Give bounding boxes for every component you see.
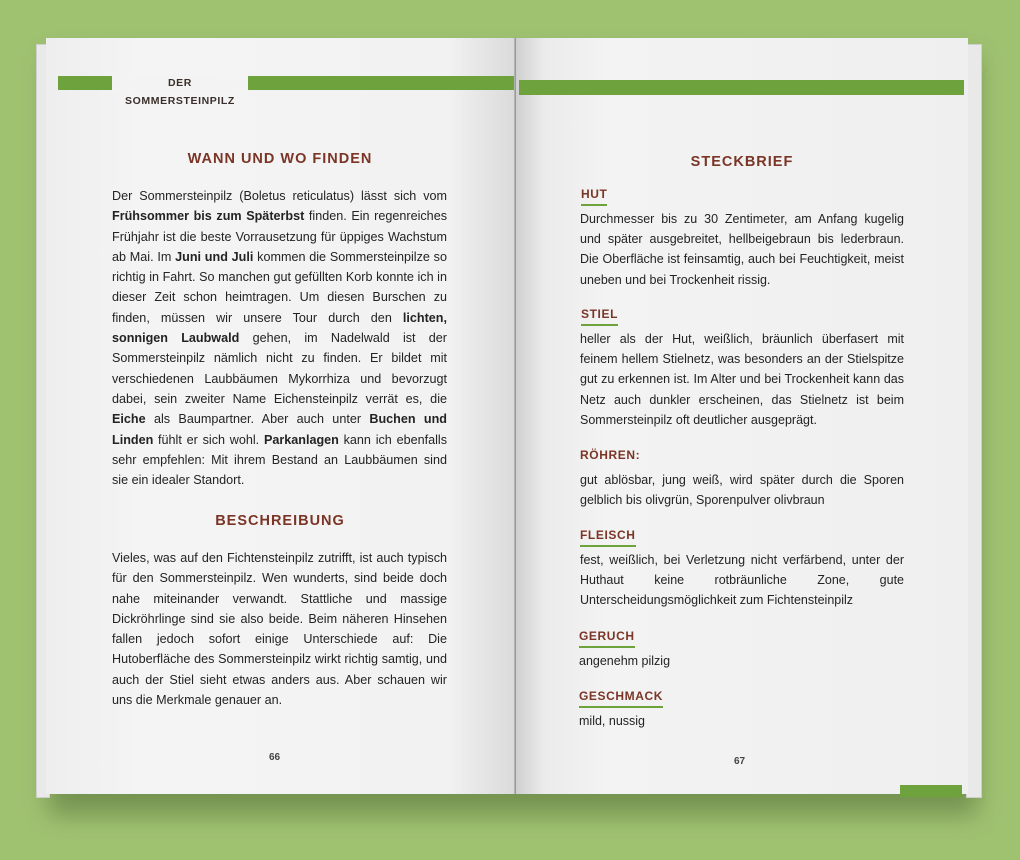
entry-label-fleisch: FLEISCH [580,528,636,547]
entry-label-geruch: GERUCH [579,629,635,648]
emphasis-text: Buchen und Linden [112,412,447,447]
emphasis-text: Parkanlagen [263,432,339,447]
paragraph-text: kommen die Sommersteinpilze so richtig in Fahrt. So manchen gut gefüllten Korb konnte ich in dieser Zeit schon heimtragen. Um diesen Burschen zu finden, müssen wir unsere Tour durch den [112,249,447,325]
header-band-right [519,80,964,95]
emphasis-text: Juni und Juli [175,249,254,264]
running-head: DER SOMMERSTEINPILZ [112,74,248,92]
emphasis-text: Eiche [112,412,146,427]
page-edges-right [966,44,982,798]
emphasis-text: Frühsommer bis zum Späterbst [112,209,305,224]
entry-label-geschmack: GESCHMACK [579,689,663,708]
steckbrief-title: STECKBRIEF [690,154,794,170]
page-number-right: 67 [734,756,746,767]
entry-text-geschmack: mild, nussig [579,714,645,728]
entry-text-stiel: heller als der Hut, weißlich, bräunlich überfasert mit feinem hellem Stielnetz, was besonders an der Stielspitze gut zu erkennen ist. Im Alter und bei Trockenheit kann das Netz auch dunkler erscheinen, das Stielnetz ist beim Sommersteinpilz oft deutlicher ausgeprägt. [580,332,904,427]
page-number-left: 66 [269,752,281,763]
entry-label-hut: HUT [581,187,607,206]
entry-text-roehren: gut ablösbar, jung weiß, wird später durch die Sporen gelblich bis olivgrün, Sporenpulver olivbraun [580,473,904,508]
paragraph-text: als Baumpartner. Aber auch unter [145,412,370,427]
body-paragraph-beschreibung: Vieles, was auf den Fichtensteinpilz zutrifft, ist auch typisch für den Sommersteinpilz. Wen wunderts, sind beide doch nahe miteinander verwandt. Stattliche und massige Dickröhrlinge sind sie also beide. Beim näheren Hinsehen fallen jedoch sofort einige Unterschiede auf: Die Hutoberfläche des Sommersteinpilz wirkt richtig samtig, und auch der Stiel sieht etwas anders aus. Aber schauen wir uns die Merkmale genauer an. [112,551,447,708]
paragraph-text: fühlt er sich wohl. [153,432,264,447]
paragraph-text: gehen, im Nadelwald ist der Sommersteinpilz nämlich nicht zu finden. Er bildet mit verschiedenen Laubbäumen Mykorrhiza und bevorzugt dabei, sein zweiter Name Eichensteinpilz verrät es, die [112,331,448,406]
entry-label-roehren: RÖHREN: [580,448,641,462]
paragraph-text: finden. Ein regenreiches Frühjahr ist die beste Vorrausetzung für üppiges Wachstum ab Mai. Im [112,209,447,264]
body-paragraph-wann-und-wo [112,186,447,490]
entry-text-fleisch: fest, weißlich, bei Verletzung nicht verfärbend, unter der Huthaut keine rotbräunliche Zone, gute Unterscheidungsmöglichkeit zum Fichtensteinpilz [580,553,904,608]
paragraph-text: kann ich ebenfalls sehr empfehlen: Mit ihrem Bestand an Laubbäumen sind sie ein idealer Standort. [112,432,447,488]
section-title-beschreibung: BESCHREIBUNG [215,513,345,529]
paragraph-text: Der Sommersteinpilz (Boletus reticulatus) lässt sich vom [112,189,447,203]
entry-text-hut: Durchmesser bis zu 30 Zentimeter, am Anfang kugelig und später ausgebreitet, hellbeigebraun bis lederbraun. Die Oberfläche ist feinsamtig, auch bei Feuchtigkeit, meist uneben und bei Trockenheit rissig. [580,212,904,287]
corner-tab-right [900,785,962,797]
entry-text-geruch: angenehm pilzig [579,654,671,668]
entry-label-stiel: STIEL [581,307,618,326]
emphasis-text: lichten, sonnigen Laubwald [112,310,447,346]
section-title-wann-und-wo: WANN UND WO FINDEN [187,151,373,167]
